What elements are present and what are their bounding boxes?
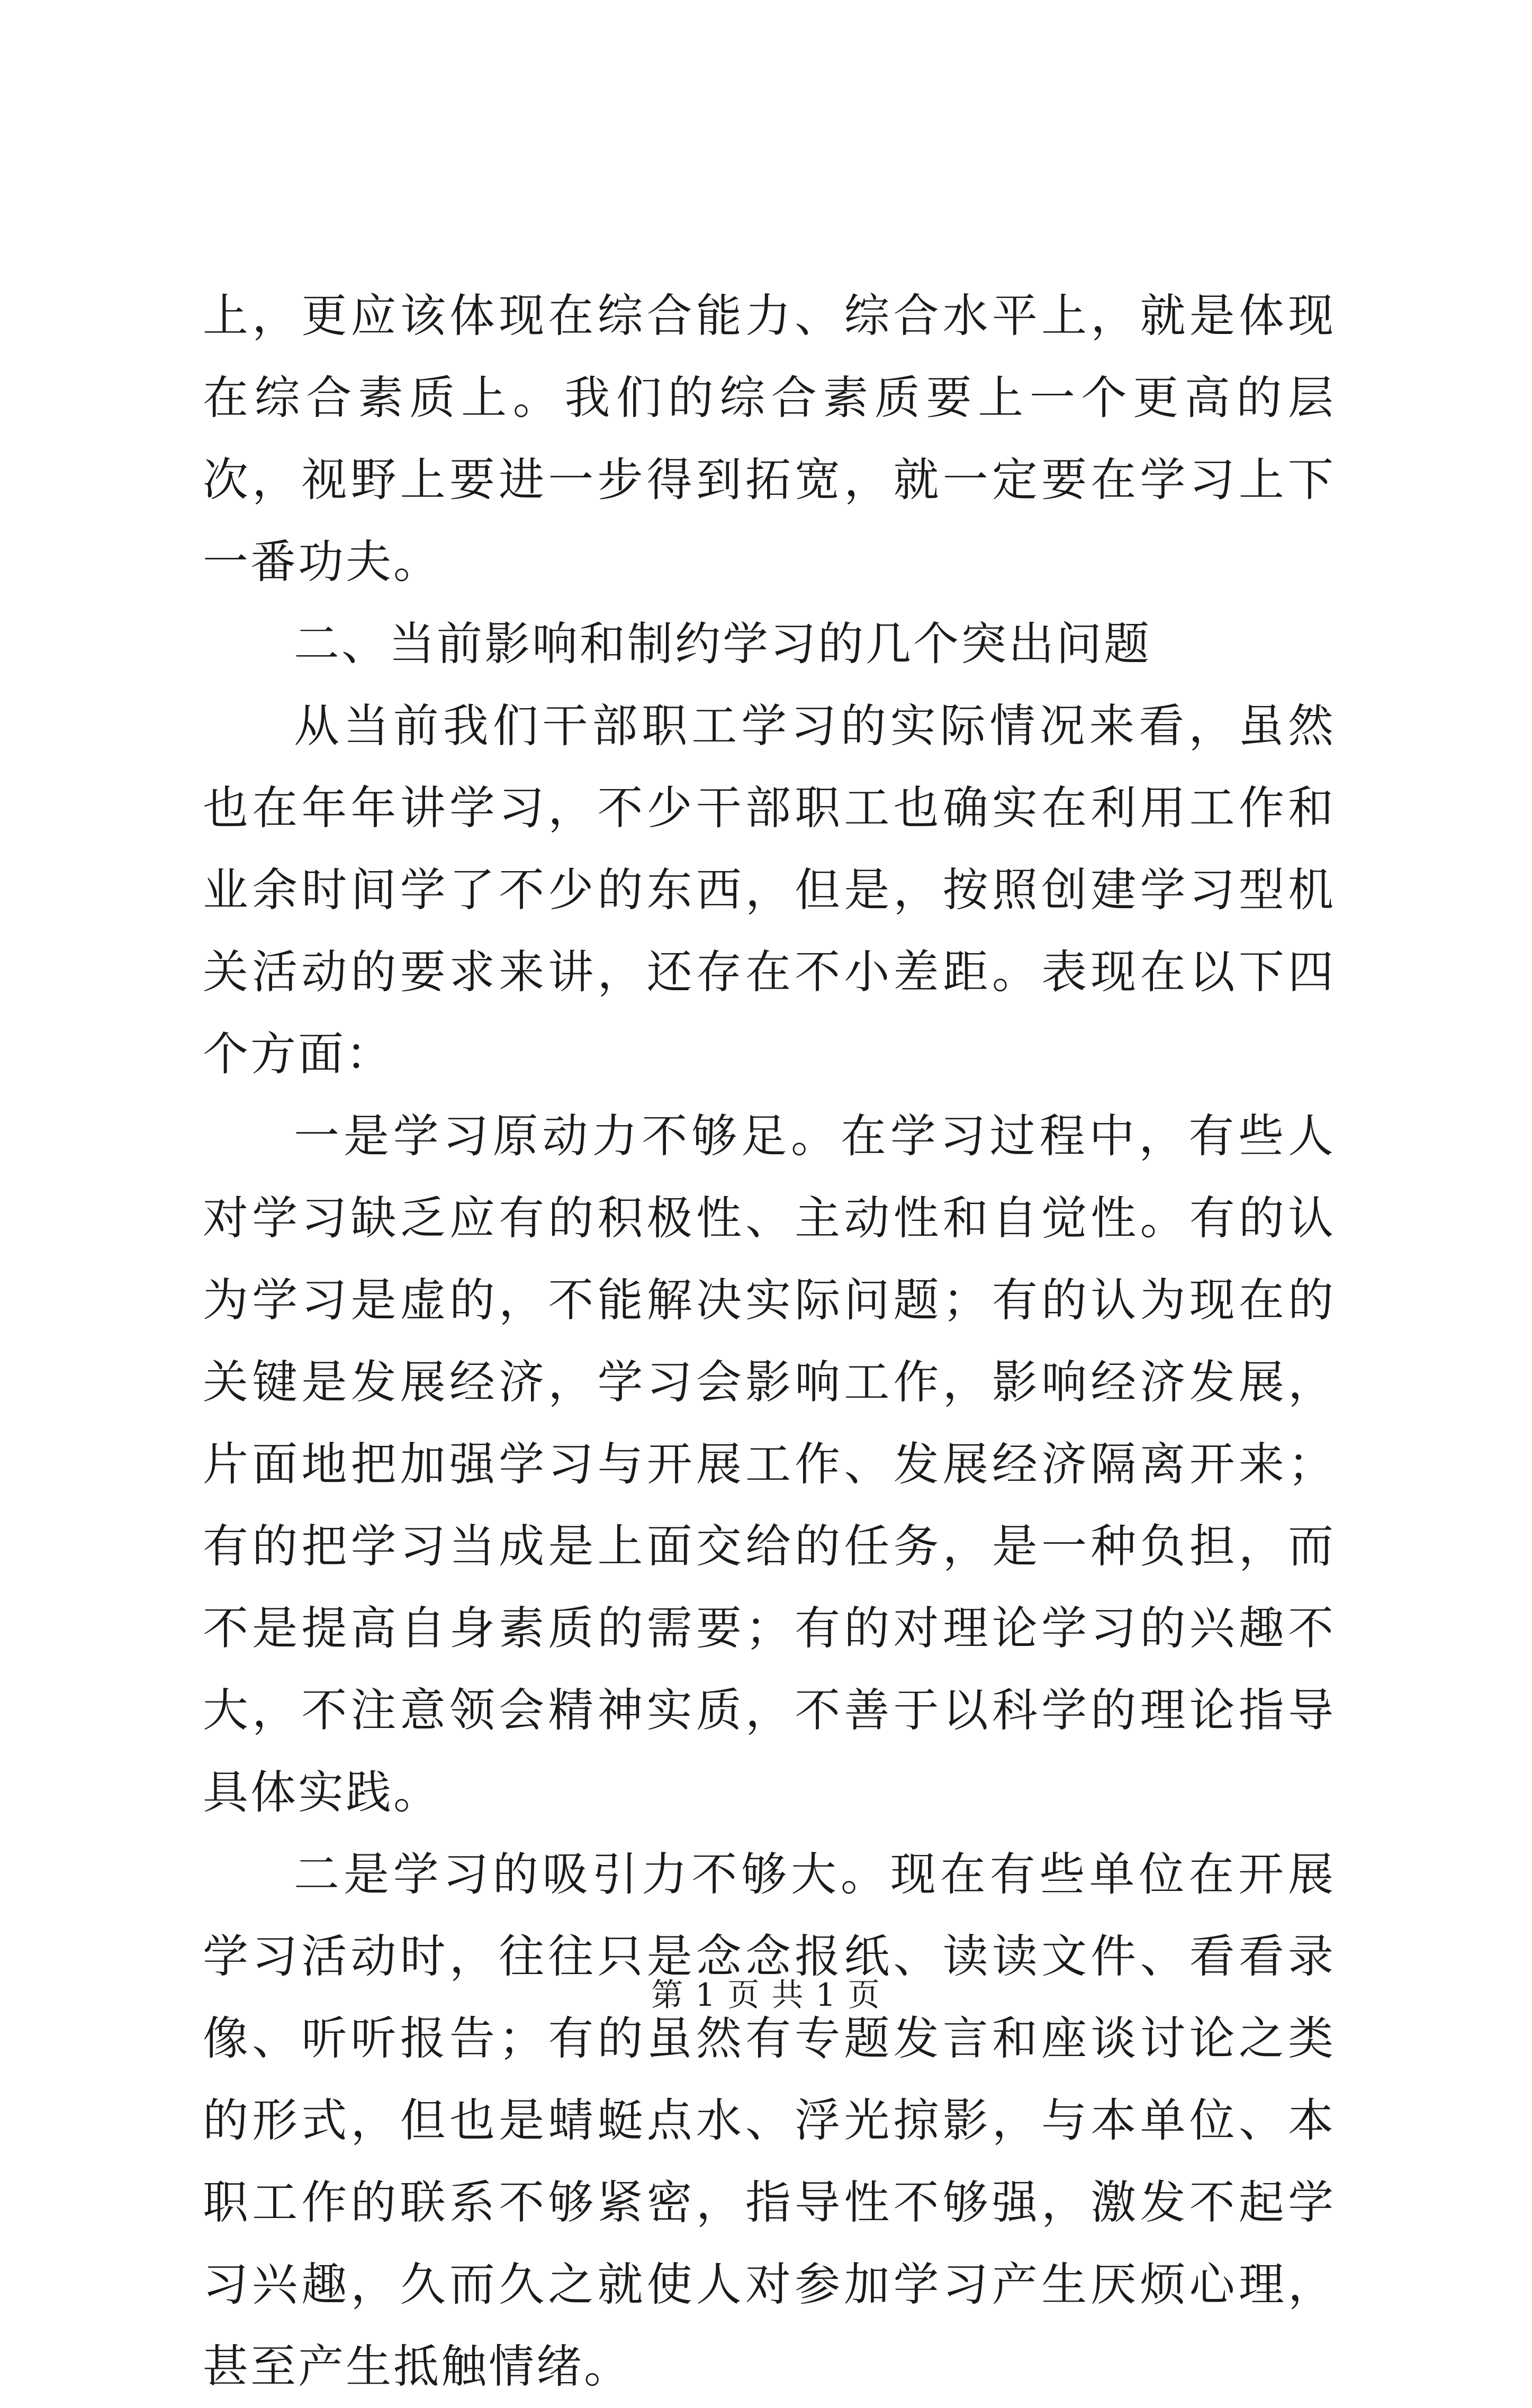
paragraph-point-one: 一是学习原动力不够足。在学习过程中，有些人对学习缺乏应有的积极性、主动性和自觉性。有的认为学习是虚的，不能解决实际问题；有的认为现在的关键是发展经济，学习会影响工作，影响经济发展，片面地把加强学习与开展工作、发展经济隔离开来；有的把学习当成是上面交给的任务，是一种负担，而不是提高自身素质的需要；有的对理论学习的兴趣不大，不注意领会精神实质，不善于以科学的理论指导具体实践。 [203,1110,1336,1819]
paragraph-continuation: 上，更应该体现在综合能力、综合水平上，就是体现在综合素质上。我们的综合素质要上一个更高的层次，视野上要进一步得到拓宽，就一定要在学习上下一番功夫。 [203,289,1336,589]
paragraph-intro: 从当前我们干部职工学习的实际情况来看，虽然也在年年讲学习，不少干部职工也确实在利用工作和业余时间学了不少的东西，但是，按照创建学习型机关活动的要求来讲，还存在不小差距。表现在以下四个方面： [203,700,1336,1081]
paragraph-point-two: 二是学习的吸引力不够大。现在有些单位在开展学习活动时，往往只是念念报纸、读读文件、看看录像、听听报告；有的虽然有专题发言和座谈讨论之类的形式，但也是蜻蜓点水、浮光掠影，与本单位、本职工作的联系不够紧密，指导性不够强，激发不起学习兴趣，久而久之就使人对参加学习产生厌烦心理，甚至产生抵触情绪。 [203,1848,1336,2393]
section-heading: 二、当前影响和制约学习的几个突出问题 [294,618,1151,671]
page-footer: 第 1 页 共 1 页 [651,1977,881,2014]
document-body [203,275,1336,2408]
